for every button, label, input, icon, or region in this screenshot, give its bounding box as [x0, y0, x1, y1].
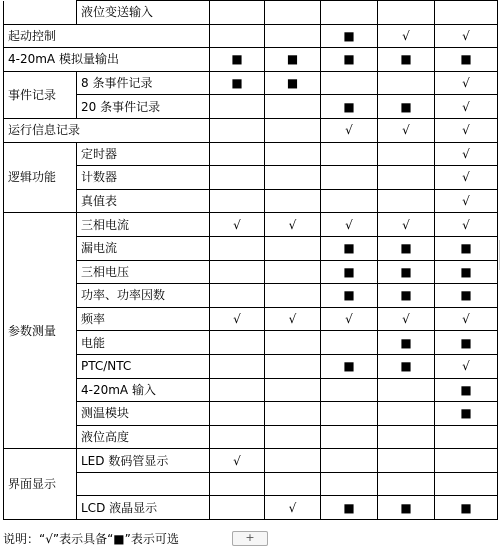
item-cell: 电能: [77, 331, 210, 355]
mark-cell: ■: [378, 496, 435, 520]
group-cell: 事件记录: [4, 71, 77, 118]
item-cell: LCD 液晶显示: [77, 496, 210, 520]
mark-cell: ■: [265, 71, 321, 95]
table-row: [4, 142, 498, 166]
table-row: [4, 236, 498, 260]
group-cell: 参数测量: [4, 213, 77, 449]
item-cell: [77, 472, 210, 496]
item-cell: 液位高度: [77, 425, 210, 449]
item-cell: 三相电压: [77, 260, 210, 284]
item-cell: PTC/NTC: [77, 354, 210, 378]
mark-cell: √: [210, 213, 265, 237]
mark-cell: [210, 95, 265, 119]
mark-cell: ■: [378, 236, 435, 260]
table-row: [4, 1, 498, 25]
mark-cell: ■: [378, 260, 435, 284]
group-cell: 逻辑功能: [4, 142, 77, 213]
item-cell: 运行信息记录: [4, 118, 210, 142]
mark-cell: [265, 354, 321, 378]
mark-cell: [265, 449, 321, 473]
mark-cell: [265, 402, 321, 426]
mark-cell: [265, 331, 321, 355]
mark-cell: [321, 166, 378, 190]
mark-cell: [210, 260, 265, 284]
mark-cell: ■: [321, 354, 378, 378]
item-cell: 4-20mA 输入: [77, 378, 210, 402]
mark-cell: [321, 71, 378, 95]
mark-cell: [321, 1, 378, 25]
mark-cell: √: [321, 307, 378, 331]
item-cell: 20 条事件记录: [77, 95, 210, 119]
mark-cell: ■: [321, 260, 378, 284]
mark-cell: [210, 378, 265, 402]
table-row: [4, 95, 498, 119]
add-row-button[interactable]: +: [232, 531, 268, 546]
table-row: [4, 425, 498, 449]
mark-cell: ■: [435, 496, 498, 520]
mark-cell: √: [435, 142, 498, 166]
item-cell: 计数器: [77, 166, 210, 190]
mark-cell: ■: [435, 331, 498, 355]
item-cell: 定时器: [77, 142, 210, 166]
mark-cell: √: [210, 307, 265, 331]
mark-cell: √: [378, 118, 435, 142]
mark-cell: [265, 260, 321, 284]
mark-cell: [210, 166, 265, 190]
mark-cell: ■: [378, 284, 435, 308]
mark-cell: [265, 378, 321, 402]
table-row: [4, 48, 498, 72]
mark-cell: ■: [210, 71, 265, 95]
mark-cell: [265, 118, 321, 142]
table-row: [4, 189, 498, 213]
mark-cell: [265, 1, 321, 25]
mark-cell: ■: [321, 236, 378, 260]
mark-cell: [265, 189, 321, 213]
mark-cell: ■: [321, 284, 378, 308]
mark-cell: [378, 449, 435, 473]
mark-cell: [321, 142, 378, 166]
mark-cell: ■: [435, 402, 498, 426]
table-row: [4, 213, 498, 237]
mark-cell: [265, 236, 321, 260]
item-cell: 8 条事件记录: [77, 71, 210, 95]
mark-cell: ■: [378, 48, 435, 72]
item-cell: 测温模块: [77, 402, 210, 426]
mark-cell: [210, 24, 265, 48]
mark-cell: √: [435, 307, 498, 331]
mark-cell: √: [435, 166, 498, 190]
item-cell: 频率: [77, 307, 210, 331]
item-cell: LED 数码管显示: [77, 449, 210, 473]
mark-cell: ■: [435, 48, 498, 72]
mark-cell: [265, 472, 321, 496]
mark-cell: √: [265, 213, 321, 237]
mark-cell: [265, 166, 321, 190]
table-row: [4, 24, 498, 48]
mark-cell: [321, 331, 378, 355]
mark-cell: √: [210, 449, 265, 473]
mark-cell: [210, 118, 265, 142]
mark-cell: ■: [321, 496, 378, 520]
mark-cell: [321, 449, 378, 473]
mark-cell: √: [435, 95, 498, 119]
table-row: [4, 496, 498, 520]
table-row: [4, 378, 498, 402]
mark-cell: ■: [321, 24, 378, 48]
mark-cell: [210, 1, 265, 25]
table-row: [4, 284, 498, 308]
table-row: [4, 307, 498, 331]
mark-cell: [378, 189, 435, 213]
mark-cell: [210, 331, 265, 355]
mark-cell: [265, 95, 321, 119]
mark-cell: √: [435, 71, 498, 95]
mark-cell: [210, 425, 265, 449]
mark-cell: [210, 189, 265, 213]
mark-cell: √: [265, 307, 321, 331]
mark-cell: [378, 142, 435, 166]
mark-cell: [210, 496, 265, 520]
table-row: [4, 166, 498, 190]
mark-cell: [435, 449, 498, 473]
mark-cell: [435, 1, 498, 25]
mark-cell: [378, 378, 435, 402]
mark-cell: ■: [378, 354, 435, 378]
table-row: [4, 449, 498, 473]
item-cell: 三相电流: [77, 213, 210, 237]
mark-cell: ■: [378, 95, 435, 119]
mark-cell: ■: [321, 48, 378, 72]
mark-cell: √: [435, 189, 498, 213]
mark-cell: [210, 236, 265, 260]
item-cell: 液位变送输入: [77, 1, 210, 25]
mark-cell: √: [435, 354, 498, 378]
mark-cell: √: [435, 118, 498, 142]
mark-cell: [210, 472, 265, 496]
item-cell: 真值表: [77, 189, 210, 213]
item-cell: 起动控制: [4, 24, 210, 48]
mark-cell: [265, 142, 321, 166]
mark-cell: [378, 71, 435, 95]
mark-cell: [265, 284, 321, 308]
mark-cell: ■: [321, 95, 378, 119]
mark-cell: √: [435, 213, 498, 237]
mark-cell: √: [378, 307, 435, 331]
table-row: [4, 402, 498, 426]
mark-cell: [210, 284, 265, 308]
mark-cell: [210, 142, 265, 166]
mark-cell: [378, 1, 435, 25]
table-row: [4, 472, 498, 496]
mark-cell: √: [265, 496, 321, 520]
mark-cell: ■: [435, 260, 498, 284]
mark-cell: [435, 472, 498, 496]
mark-cell: [321, 425, 378, 449]
mark-cell: [321, 472, 378, 496]
mark-cell: √: [378, 24, 435, 48]
table-row: [4, 331, 498, 355]
mark-cell: ■: [265, 48, 321, 72]
mark-cell: √: [321, 213, 378, 237]
group-cell: 界面显示: [4, 449, 77, 520]
mark-cell: [321, 402, 378, 426]
mark-cell: [378, 166, 435, 190]
mark-cell: [265, 24, 321, 48]
mark-cell: [435, 425, 498, 449]
mark-cell: ■: [435, 236, 498, 260]
table-row: [4, 118, 498, 142]
mark-cell: √: [435, 24, 498, 48]
mark-cell: [378, 425, 435, 449]
table-row: [4, 260, 498, 284]
mark-cell: [210, 354, 265, 378]
feature-table: [3, 0, 498, 520]
mark-cell: [265, 425, 321, 449]
table-row: [4, 71, 498, 95]
item-cell: 功率、功率因数: [77, 284, 210, 308]
mark-cell: √: [321, 118, 378, 142]
item-cell: 4-20mA 模拟量输出: [4, 48, 210, 72]
mark-cell: √: [378, 213, 435, 237]
mark-cell: [321, 189, 378, 213]
item-cell: 漏电流: [77, 236, 210, 260]
mark-cell: [321, 378, 378, 402]
mark-cell: ■: [435, 284, 498, 308]
table-row: [4, 354, 498, 378]
mark-cell: ■: [378, 331, 435, 355]
mark-cell: ■: [435, 378, 498, 402]
mark-cell: ■: [210, 48, 265, 72]
mark-cell: [210, 402, 265, 426]
legend-note: 说明：“√”表示具备“■”表示可选: [3, 532, 179, 546]
mark-cell: [378, 402, 435, 426]
group-cell: [4, 1, 77, 25]
scroll-edge: [499, 240, 503, 270]
mark-cell: [378, 472, 435, 496]
